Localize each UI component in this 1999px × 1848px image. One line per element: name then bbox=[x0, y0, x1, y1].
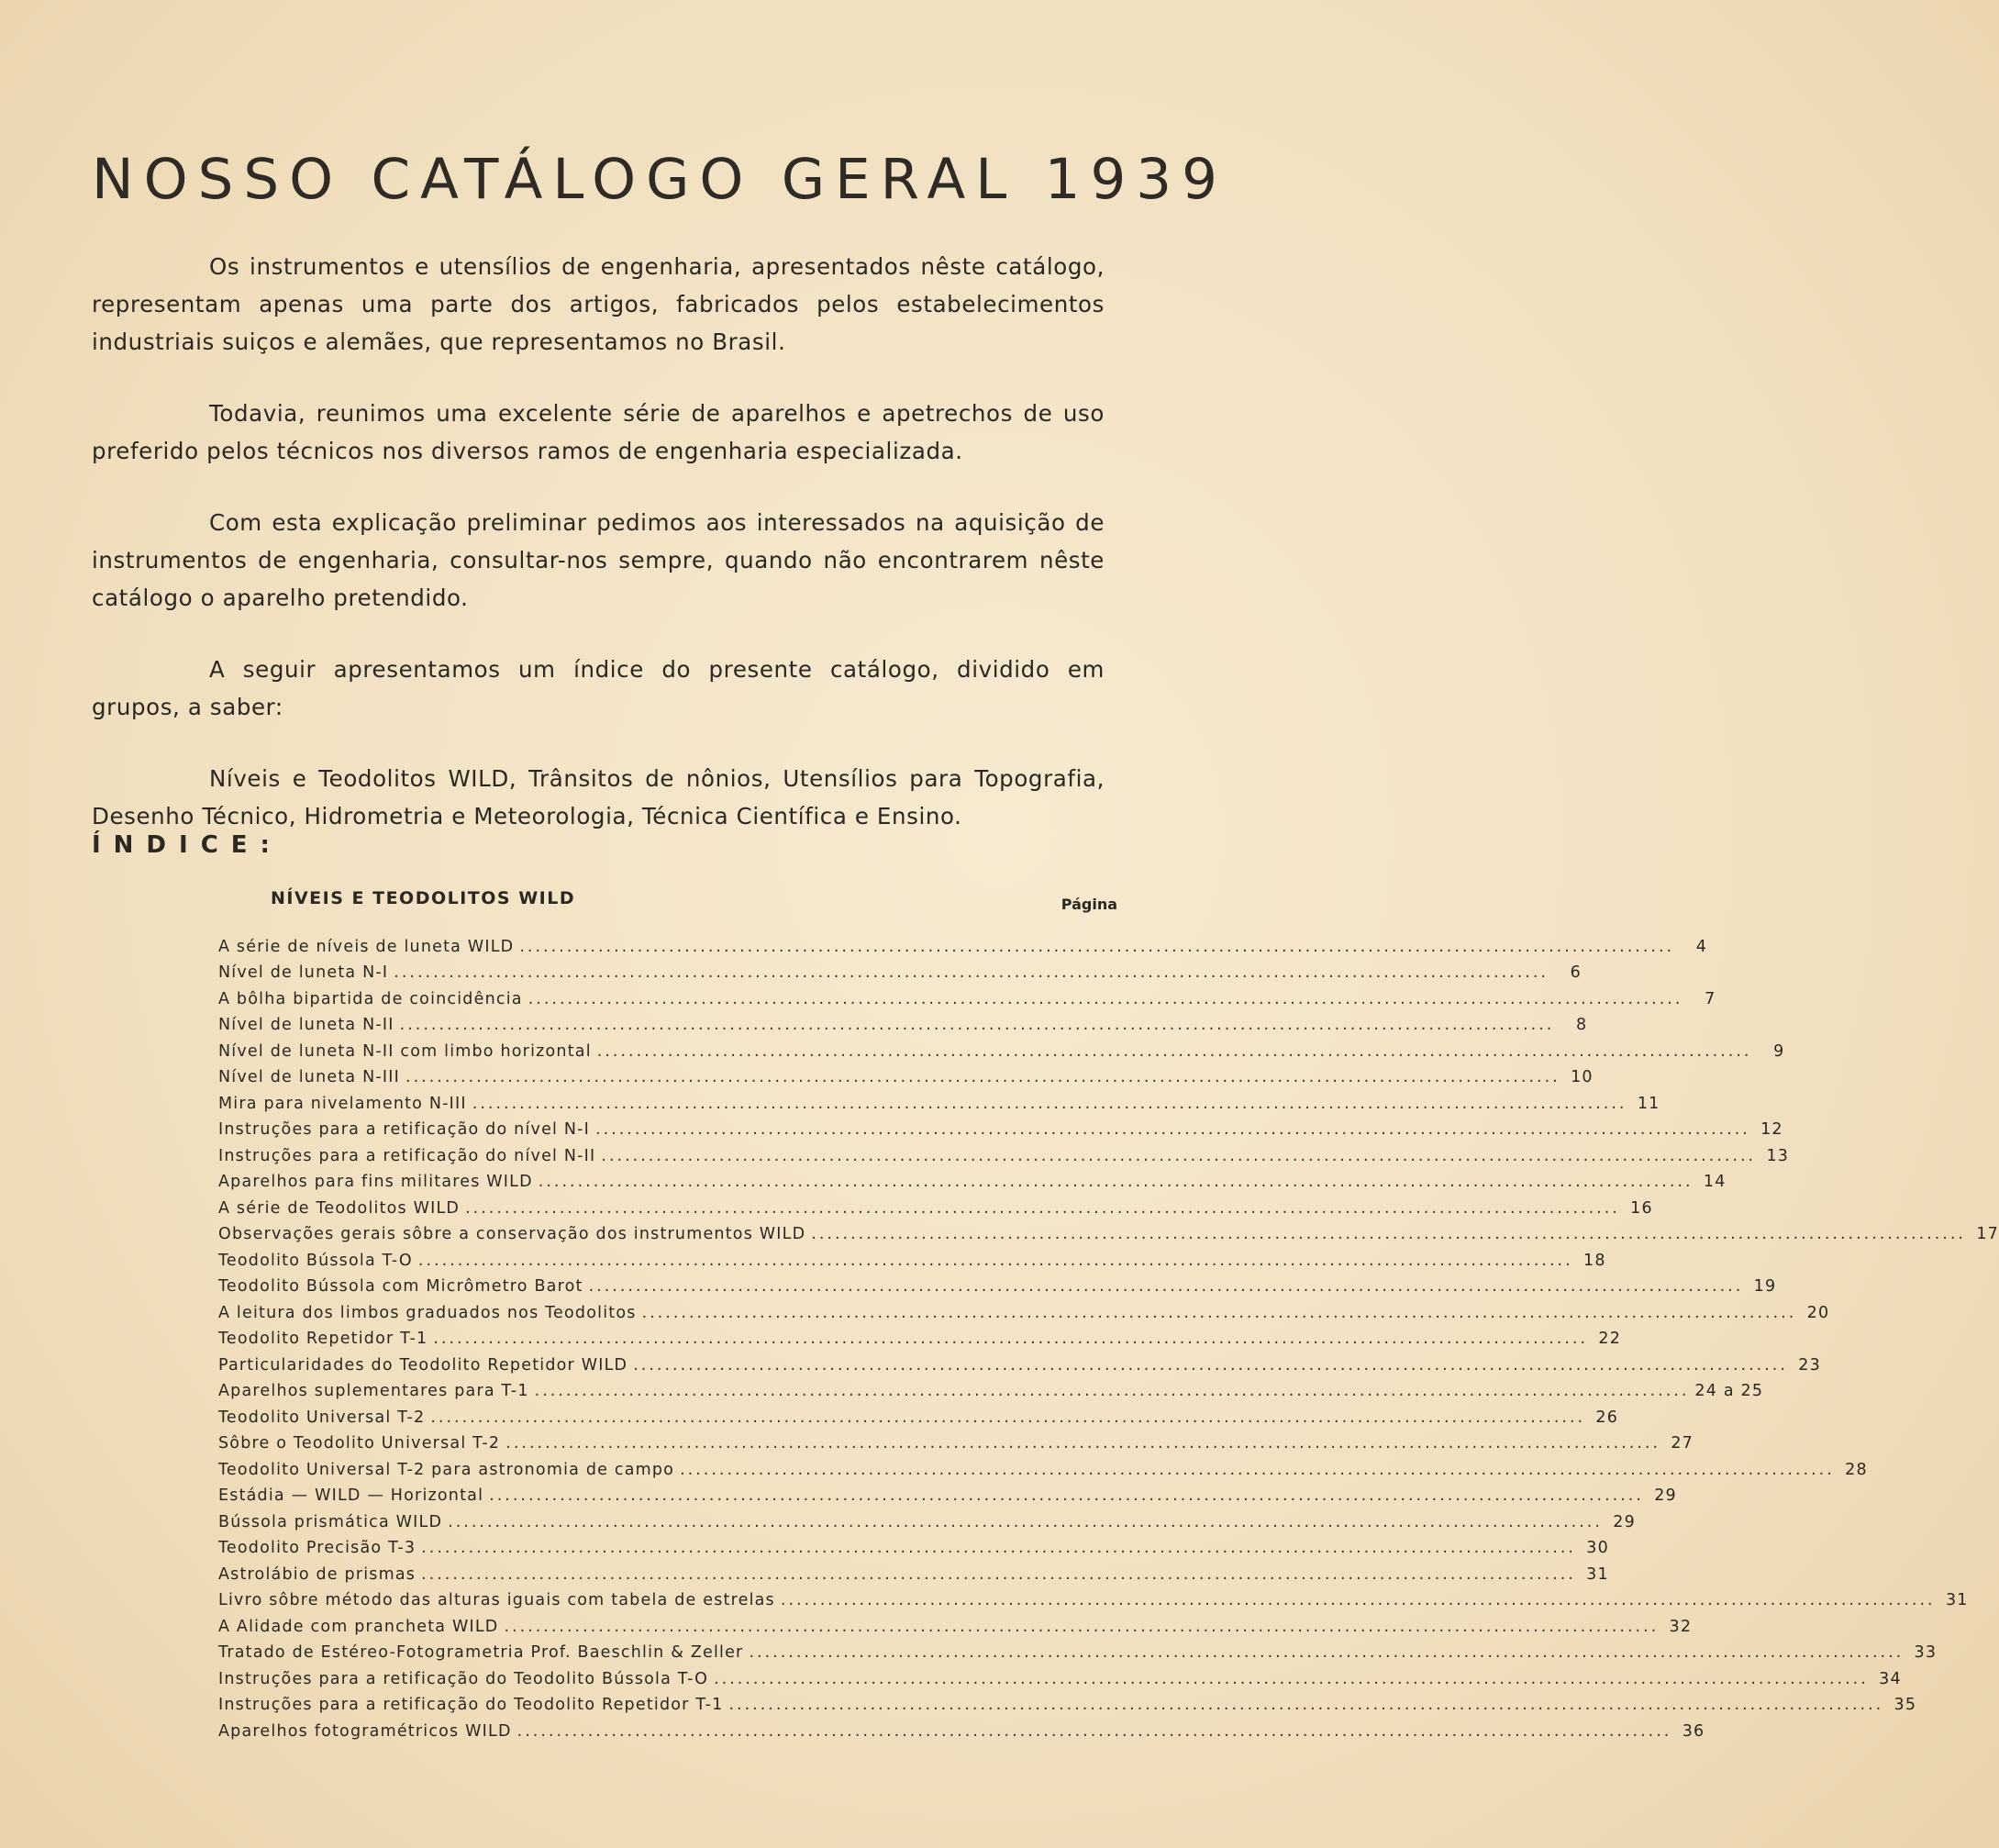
toc-leader-dots: ................................................................................................................................................... bbox=[728, 1696, 1884, 1714]
toc-entry-title: Aparelhos suplementares para T-1 bbox=[218, 1382, 529, 1400]
toc-entry-title: Livro sôbre método das alturas iguais com tabela de estrelas bbox=[218, 1591, 775, 1609]
toc-entry-page: 31 bbox=[1586, 1564, 1609, 1584]
toc-leader-dots: ................................................................................................................................................... bbox=[811, 1225, 1966, 1243]
toc-leader-dots: ................................................................................................................................................... bbox=[596, 1041, 1752, 1061]
toc-leader-dots: ................................................................................................................................................... bbox=[528, 989, 1683, 1008]
toc-leader-dots: ................................................................................................................................................... bbox=[633, 1355, 1788, 1375]
toc-entry-title: A Alidade com prancheta WILD bbox=[218, 1617, 499, 1636]
toc-entry bbox=[218, 1034, 1785, 1061]
toc-entry-title: Observações gerais sôbre a conservação dos instrumentos WILD bbox=[218, 1225, 806, 1243]
toc-entry-title: A série de Teodolitos WILD bbox=[218, 1198, 461, 1218]
toc-leader-dots: ................................................................................................................................................... bbox=[534, 1382, 1690, 1400]
toc-entry bbox=[218, 1609, 1693, 1636]
intro-paragraph: Níveis e Teodolitos WILD, Trânsitos de nônios, Utensílios para Topografia, Desenho Técnico, Hidrometria e Meteorologia, Técnica Científica e Ensino. bbox=[92, 765, 1105, 829]
toc-entry-title: Nível de luneta N-II bbox=[218, 1016, 394, 1034]
toc-entry bbox=[218, 1453, 1868, 1479]
toc-entry-page: 19 bbox=[1753, 1277, 1777, 1296]
toc-entry-title: Tratado de Estéreo-Fotogrametria Prof. Baeschlin & Zeller bbox=[218, 1643, 744, 1662]
toc-entry-title: Teodolito Universal T-2 bbox=[218, 1408, 426, 1427]
toc-entry-page: 29 bbox=[1613, 1512, 1636, 1531]
toc-entry bbox=[218, 956, 1582, 983]
toc-entry-title: A leitura dos limbos graduados nos Teodolitos bbox=[218, 1303, 637, 1322]
toc-entry-page: 7 bbox=[1705, 989, 1716, 1008]
toc-entry-page: 24 a 25 bbox=[1694, 1382, 1764, 1400]
toc-entry bbox=[218, 1296, 1830, 1322]
toc-entry-page: 10 bbox=[1571, 1068, 1594, 1086]
toc-leader-dots: ................................................................................................................................................... bbox=[421, 1539, 1576, 1557]
toc-entry bbox=[218, 1375, 1764, 1401]
toc-entry-page: 32 bbox=[1669, 1617, 1693, 1636]
toc-entry bbox=[218, 1008, 1588, 1035]
toc-entry-page: 20 bbox=[1806, 1303, 1830, 1322]
toc-leader-dots: ................................................................................................................................................... bbox=[641, 1303, 1797, 1322]
toc-entry-page: 6 bbox=[1570, 963, 1582, 982]
toc-entry-page: 17 bbox=[1976, 1225, 1999, 1243]
toc-entry-page: 27 bbox=[1671, 1434, 1694, 1453]
toc-entry bbox=[218, 1636, 1938, 1663]
toc-entry-title: Nível de luneta N-I bbox=[218, 963, 389, 982]
toc-leader-dots: ................................................................................................................................................... bbox=[588, 1277, 1744, 1296]
toc-entry-title: Teodolito Precisão T-3 bbox=[218, 1539, 416, 1557]
toc-entry bbox=[218, 1139, 1790, 1165]
toc-entry bbox=[218, 1427, 1694, 1453]
index-heading: ÍNDICE: bbox=[92, 831, 283, 859]
toc-leader-dots: ................................................................................................................................................... bbox=[399, 1016, 1555, 1034]
toc-entry bbox=[218, 982, 1716, 1008]
toc-leader-dots: ................................................................................................................................................... bbox=[433, 1330, 1589, 1348]
toc-leader-dots: ................................................................................................................................................... bbox=[448, 1512, 1603, 1531]
toc-entry-title: A bôlha bipartida de coincidência bbox=[218, 989, 523, 1008]
toc-entry bbox=[218, 930, 1708, 956]
toc-entry-page: 22 bbox=[1598, 1330, 1622, 1348]
toc-leader-dots: ................................................................................................................................................... bbox=[472, 1094, 1627, 1113]
toc-entry bbox=[218, 1662, 1902, 1688]
toc-entry-page: 12 bbox=[1760, 1120, 1783, 1139]
page-column-header: Página bbox=[1061, 896, 1117, 913]
toc-entry-page: 28 bbox=[1845, 1460, 1868, 1479]
toc-entry-page: 30 bbox=[1586, 1539, 1609, 1557]
toc-entry bbox=[218, 1400, 1619, 1427]
toc-entry-title: Instruções para a retificação do Teodolito Repetidor T-1 bbox=[218, 1696, 724, 1714]
toc-entry bbox=[218, 1191, 1653, 1218]
toc-entry-page: 9 bbox=[1773, 1041, 1785, 1061]
toc-entry bbox=[218, 1531, 1609, 1558]
toc-entry-title: Astrolábio de prismas bbox=[218, 1564, 416, 1584]
toc-entry-title: Mira para nivelamento N-III bbox=[218, 1094, 467, 1113]
toc-entry bbox=[218, 1505, 1636, 1531]
toc-entry-page: 33 bbox=[1914, 1643, 1938, 1662]
toc-entry-title: Aparelhos para fins militares WILD bbox=[218, 1173, 533, 1191]
table-of-contents bbox=[218, 930, 1999, 1741]
toc-entry-page: 11 bbox=[1637, 1094, 1660, 1113]
toc-entry bbox=[218, 1479, 1677, 1506]
toc-entry-page: 36 bbox=[1682, 1721, 1705, 1741]
toc-leader-dots: ................................................................................................................................................... bbox=[749, 1643, 1905, 1662]
toc-entry-page: 14 bbox=[1703, 1173, 1727, 1191]
toc-entry-title: Nível de luneta N-III bbox=[218, 1068, 400, 1086]
toc-entry-title: Teodolito Bússola com Micrômetro Barot bbox=[218, 1277, 583, 1296]
toc-leader-dots: ................................................................................................................................................... bbox=[394, 963, 1549, 982]
toc-leader-dots: ................................................................................................................................................... bbox=[421, 1564, 1576, 1584]
intro-paragraph: Com esta explicação preliminar pedimos aos interessados na aquisição de instrumentos de engenharia, consultar-nos sempre, quando não encontrarem nêste catálogo o aparelho pretendido. bbox=[92, 509, 1105, 611]
toc-entry bbox=[218, 1584, 1969, 1610]
toc-entry bbox=[218, 1322, 1622, 1349]
intro-paragraph: Todavia, reunimos uma excelente série de aparelhos e apetrechos de uso preferido pelos técnicos nos diversos ramos de engenharia especializada. bbox=[92, 400, 1105, 464]
toc-entry-title: Sôbre o Teodolito Universal T-2 bbox=[218, 1434, 501, 1453]
toc-leader-dots: ................................................................................................................................................... bbox=[595, 1120, 1750, 1139]
toc-entry bbox=[218, 1688, 1917, 1715]
section-title: NÍVEIS E TEODOLITOS WILD bbox=[271, 888, 576, 908]
toc-entry-title: A série de níveis de luneta WILD bbox=[218, 937, 515, 956]
toc-entry bbox=[218, 1243, 1606, 1270]
toc-entry bbox=[218, 1113, 1783, 1140]
toc-entry-page: 13 bbox=[1766, 1146, 1790, 1165]
toc-entry bbox=[218, 1557, 1609, 1584]
toc-entry-page: 16 bbox=[1630, 1198, 1653, 1218]
toc-entry bbox=[218, 1348, 1821, 1375]
page-title: NOSSO CATÁLOGO GERAL 1939 bbox=[92, 147, 1227, 212]
intro-paragraph: Os instrumentos e utensílios de engenharia, apresentados nêste catálogo, representam apenas uma parte dos artigos, fabricados pelos estabelecimentos industriais suiços e alemães, que representamos no Brasil. bbox=[92, 253, 1105, 355]
toc-leader-dots: ................................................................................................................................................... bbox=[680, 1460, 1835, 1479]
toc-leader-dots: ................................................................................................................................................... bbox=[601, 1146, 1757, 1165]
toc-entry bbox=[218, 1714, 1705, 1741]
toc-leader-dots: ................................................................................................................................................... bbox=[465, 1198, 1620, 1218]
toc-entry bbox=[218, 1086, 1660, 1113]
toc-entry-page: 18 bbox=[1583, 1251, 1606, 1270]
toc-entry-page: 8 bbox=[1576, 1016, 1588, 1034]
toc-entry-page: 31 bbox=[1945, 1591, 1969, 1609]
toc-leader-dots: ................................................................................................................................................... bbox=[417, 1251, 1573, 1270]
toc-entry bbox=[218, 1165, 1727, 1192]
toc-entry-title: Teodolito Universal T-2 para astronomia de campo bbox=[218, 1460, 675, 1479]
toc-entry-page: 4 bbox=[1695, 937, 1708, 956]
toc-entry-title: Bússola prismática WILD bbox=[218, 1512, 443, 1531]
toc-leader-dots: ................................................................................................................................................... bbox=[538, 1173, 1694, 1191]
toc-leader-dots: ................................................................................................................................................... bbox=[714, 1669, 1869, 1688]
toc-leader-dots: ................................................................................................................................................... bbox=[405, 1068, 1560, 1086]
intro-text bbox=[92, 248, 1105, 869]
toc-leader-dots: ................................................................................................................................................... bbox=[505, 1434, 1661, 1453]
toc-entry-title: Estádia — WILD — Horizontal bbox=[218, 1486, 484, 1505]
toc-entry-title: Aparelhos fotogramétricos WILD bbox=[218, 1721, 512, 1741]
toc-entry-page: 23 bbox=[1798, 1355, 1821, 1375]
toc-entry bbox=[218, 1218, 1999, 1244]
toc-entry bbox=[218, 1270, 1777, 1297]
toc-entry-page: 26 bbox=[1595, 1408, 1619, 1427]
toc-entry-title: Nível de luneta N-II com limbo horizontal bbox=[218, 1041, 592, 1061]
toc-entry-title: Instruções para a retificação do Teodolito Bússola T-O bbox=[218, 1669, 709, 1688]
intro-paragraph: A seguir apresentamos um índice do presente catálogo, dividido em grupos, a saber: bbox=[92, 656, 1105, 720]
toc-entry-title: Teodolito Repetidor T-1 bbox=[218, 1330, 428, 1348]
toc-leader-dots: ................................................................................................................................................... bbox=[519, 937, 1675, 956]
toc-entry-title: Teodolito Bússola T-O bbox=[218, 1251, 413, 1270]
toc-entry-title: Particularidades do Teodolito Repetidor WILD bbox=[218, 1355, 628, 1375]
toc-entry bbox=[218, 1061, 1594, 1087]
toc-leader-dots: ................................................................................................................................................... bbox=[516, 1721, 1672, 1741]
toc-leader-dots: ................................................................................................................................................... bbox=[780, 1591, 1936, 1609]
toc-entry-page: 34 bbox=[1879, 1669, 1902, 1688]
toc-entry-page: 29 bbox=[1654, 1486, 1677, 1505]
toc-leader-dots: ................................................................................................................................................... bbox=[504, 1617, 1660, 1636]
toc-leader-dots: ................................................................................................................................................... bbox=[489, 1486, 1644, 1505]
toc-leader-dots: ................................................................................................................................................... bbox=[430, 1408, 1586, 1427]
toc-entry-title: Instruções para a retificação do nível N-II bbox=[218, 1146, 596, 1165]
toc-entry-page: 35 bbox=[1893, 1696, 1917, 1714]
toc-entry-title: Instruções para a retificação do nível N-I bbox=[218, 1120, 591, 1139]
